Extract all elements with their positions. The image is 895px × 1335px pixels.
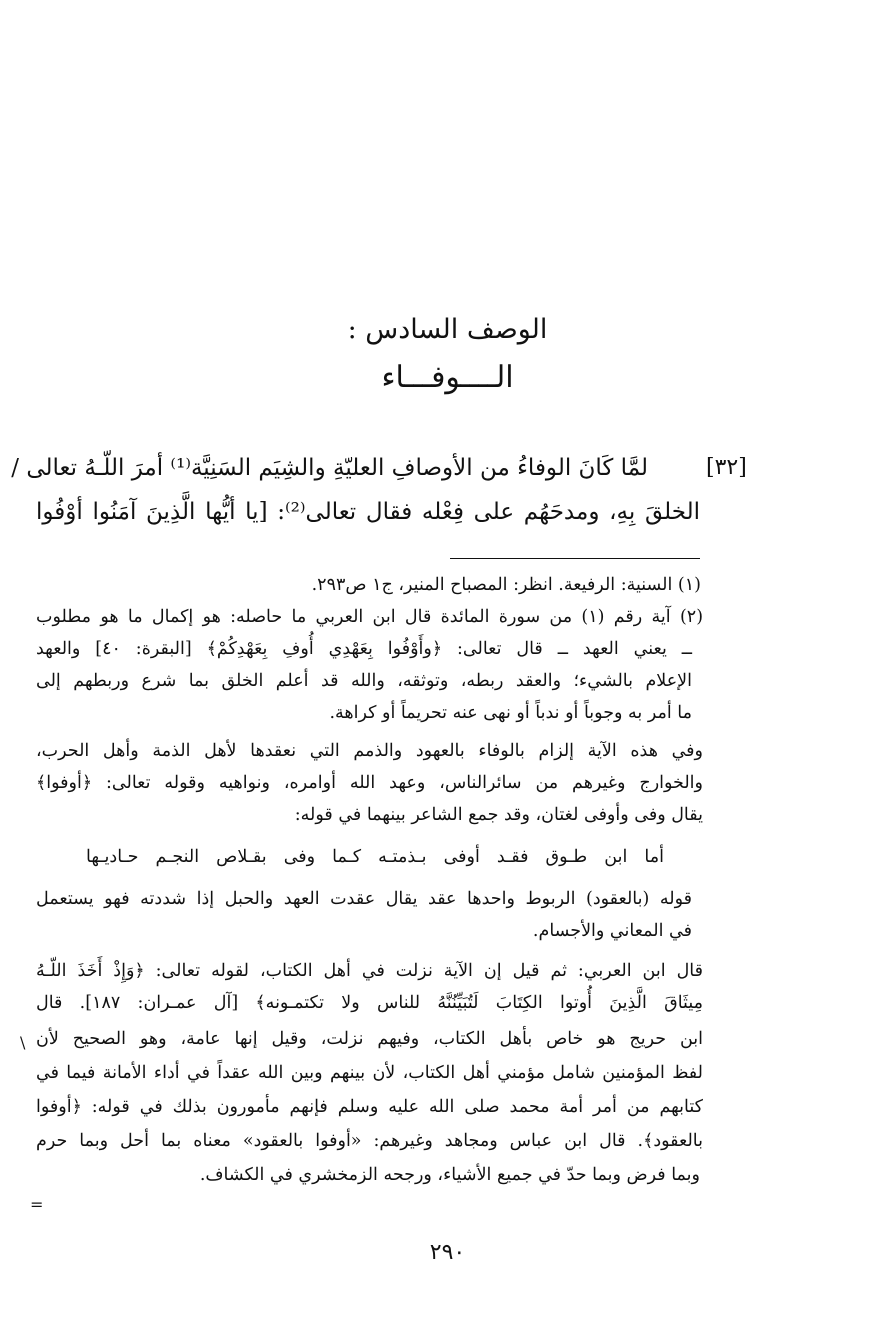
footnote-line: ما أمر به وجوباً أو ندباً أو نهى عنه تحريماً أو كراهة. <box>329 703 692 723</box>
body-line: الخلقَ بِهِ، ومدحَهُم على فِعْله فقال تعالى⁽²⁾: [يا أيُّها الَّذِينَ آمَنُوا أوْفُوا <box>36 499 700 525</box>
margin-mark: \ <box>20 1033 26 1052</box>
footnote-separator <box>450 558 700 559</box>
body-line: لمَّا كَانَ الوفاءُ من الأوصافِ العليّةِ والشِيَم السَنِيَّة⁽¹⁾ أمرَ اللّـهُ تعالى / <box>11 455 648 481</box>
footnote-line: في المعاني والأجسام. <box>532 921 692 941</box>
footnote-line: الإعلام بالشيء؛ والعقد ربطه، وتوثقه، والله قد أعلم الخلق بما شرع وربطهم إلى <box>36 671 692 691</box>
footnote-line: بالعقود﴾. قال ابن عباس ومجاهد وغيرهم: «أوفوا بالعقود» معناه بما أحل وبما حرم <box>36 1131 703 1151</box>
paragraph-number: [٣٢] <box>706 455 747 480</box>
footnote-line: (٢) آية رقم (١) من سورة المائدة قال ابن العربي ما حاصله: هو إكمال ما هو مطلوب <box>36 607 704 627</box>
margin-mark: = <box>30 1195 44 1214</box>
footnote-line: ــ يعني العهد ــ قال تعالى: ﴿وأَوْفُوا بِعَهْدِي أُوفِ بِعَهْدِكُمْ﴾ [البقرة: ٤٠] والعهد <box>36 639 692 659</box>
page-number: ٢٩٠ <box>429 1240 466 1265</box>
footnote-line: مِيثَاقَ الَّذِينَ أُوتوا الكِتَابَ لَتُبَيِّنُنَّهُ للناس ولا تكتمـونه﴾ [آل عمـران: ١٨٧]. قال <box>36 993 703 1013</box>
footnote-line: لفظ المؤمنين شامل مؤمني أهل الكتاب، لأن بينهم وبين الله عقداً في أداء الأمانة فيما في <box>36 1063 703 1083</box>
footnote-line: والخوارج وغيرهم من سائرالناس، وعهد الله أوامره، ونواهيه وقوله تعالى: ﴿أوفوا﴾ <box>36 773 703 793</box>
footnote-line: قوله (بالعقود) الربوط واحدها عقد يقال عقدت العهد والحبل إذا شددته فهو يستعمل <box>36 889 692 909</box>
footnote-line: وبما فرض وبما حدّ في جميع الأشياء، ورجحه الزمخشري في الكشاف. <box>199 1165 700 1185</box>
footnote-line: كتابهم من أمر أمة محمد صلى الله عليه وسلم فإنهم مأمورون بذلك في قوله: ﴿أوفوا <box>36 1097 703 1117</box>
footnote-line: ابن حريج هو خاص بأهل الكتاب، وفيهم نزلت، وقيل إنها عامة، وهو الصحيح لأن <box>36 1029 703 1049</box>
footnote-line: قال ابن العربي: ثم قيل إن الآية نزلت في أهل الكتاب، لقوله تعالى: ﴿وَإِذْ أَخَذَ اللّـهُ <box>36 961 703 981</box>
section-title: الوصف السادس : <box>347 314 548 345</box>
footnote-line: (١) السنية: الرفيعة. انظر: المصباح المنير، ج١ ص٢٩٣. <box>311 575 701 595</box>
poetry-verse: أما ابن طـوق فقـد أوفى بـذمتـه كـما وفى بقـلاص النجـم حـاديـها <box>86 847 664 867</box>
footnote-line: يقال وفى وأوفى لغتان، وقد جمع الشاعر بينهما في قوله: <box>294 805 703 825</box>
section-subtitle: الــــوفـــاء <box>381 360 514 395</box>
footnote-line: وفي هذه الآية إلزام بالوفاء بالعهود والذمم التي نعقدها لأهل الذمة وأهل الحرب، <box>36 741 703 761</box>
